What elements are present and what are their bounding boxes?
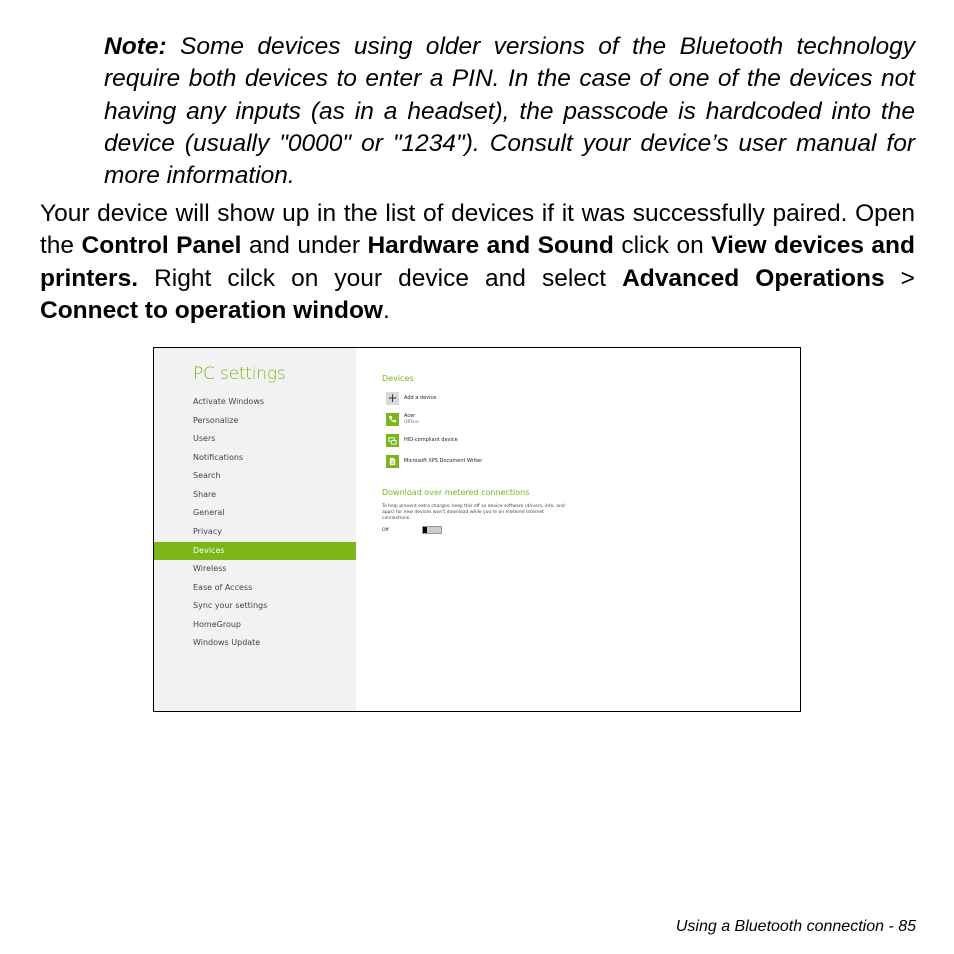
device-status: Offline	[404, 420, 419, 425]
add-device-label: Add a device	[404, 395, 437, 401]
sidebar-item-sync-settings[interactable]	[154, 597, 356, 615]
bold-control-panel: Control Panel	[81, 232, 242, 260]
settings-sidebar	[154, 348, 356, 711]
instruction-paragraph	[40, 198, 915, 327]
text-run: and under	[241, 232, 368, 260]
sidebar-item-wireless[interactable]	[154, 560, 356, 578]
text-run: Your device will show up in the list of devices if it was successfully paired. Open the	[40, 200, 915, 260]
sidebar-item-notifications[interactable]	[154, 449, 356, 467]
bold-connect-window: Connect to operation window	[40, 296, 383, 324]
text-run: >	[884, 264, 915, 292]
sidebar-item-label: Wireless	[193, 564, 227, 573]
sidebar-item-label: Devices	[193, 546, 225, 555]
bold-advanced-operations: Advanced Operations	[622, 264, 885, 292]
devices-pane	[382, 348, 782, 711]
sidebar-item-users[interactable]	[154, 430, 356, 448]
sidebar-item-homegroup[interactable]	[154, 616, 356, 634]
pc-settings-screenshot	[153, 347, 801, 712]
text-run: click on	[613, 232, 712, 260]
phone-icon	[386, 413, 399, 426]
page-footer: Using a Bluetooth connection - 85	[675, 918, 916, 935]
text-run: .	[382, 296, 390, 324]
sidebar-item-windows-update[interactable]	[154, 634, 356, 652]
sidebar-item-label: Windows Update	[193, 638, 261, 647]
sidebar-item-share[interactable]	[154, 486, 356, 504]
hid-device-icon	[386, 434, 399, 447]
toggle-state-label: Off	[382, 528, 389, 533]
sidebar-item-label: Sync your settings	[193, 601, 268, 610]
sidebar-title: PC settings	[193, 364, 286, 384]
sidebar-item-privacy[interactable]	[154, 523, 356, 541]
note-label: Note:	[104, 33, 167, 60]
metered-heading: Download over metered connections	[382, 488, 530, 497]
toggle-knob	[423, 527, 427, 533]
sidebar-item-label: Search	[193, 471, 221, 480]
sidebar-item-label: Share	[193, 490, 217, 499]
plus-icon: +	[387, 391, 398, 405]
sidebar-item-label: Privacy	[193, 527, 222, 536]
sidebar-item-devices[interactable]	[154, 542, 356, 560]
device-name: HID-compliant device	[404, 437, 458, 443]
sidebar-item-general[interactable]	[154, 504, 356, 522]
metered-description: To help prevent extra charges, keep this off so device software (drivers, info, and apps) for new devices won't download while you're on metered Internet connections.	[382, 504, 565, 521]
bold-view-devices: View devices and printers.	[40, 232, 915, 292]
note-paragraph	[104, 31, 915, 192]
sidebar-item-activate-windows[interactable]	[154, 393, 356, 411]
sidebar-item-label: Users	[193, 434, 216, 443]
sidebar-item-label: Notifications	[193, 453, 244, 462]
text-run: Right cilck on your device and select	[138, 264, 623, 292]
metered-toggle[interactable]	[422, 526, 442, 534]
device-name: Microsoft XPS Document Writer	[404, 458, 483, 464]
sidebar-item-label: General	[193, 508, 225, 517]
devices-heading: Devices	[382, 374, 414, 383]
sidebar-item-label: HomeGroup	[193, 620, 241, 629]
sidebar-item-label: Ease of Access	[193, 583, 253, 592]
note-text: Some devices using older versions of the Bluetooth technology require both devices to enter a PIN. In the case of one of the devices not having any inputs (as in a headset), the passcode is hardcoded into the device (usually "0000" or "1234"). Consult your device’s user manual for more information.	[104, 33, 915, 190]
sidebar-item-search[interactable]	[154, 467, 356, 485]
bold-hardware-and-sound: Hardware and Sound	[367, 232, 614, 260]
sidebar-item-ease-of-access[interactable]	[154, 579, 356, 597]
sidebar-item-label: Personalize	[193, 416, 239, 425]
printer-document-icon	[386, 455, 399, 468]
device-name: Acer	[404, 413, 416, 419]
sidebar-item-personalize[interactable]	[154, 412, 356, 430]
sidebar-item-label: Activate Windows	[193, 397, 265, 406]
